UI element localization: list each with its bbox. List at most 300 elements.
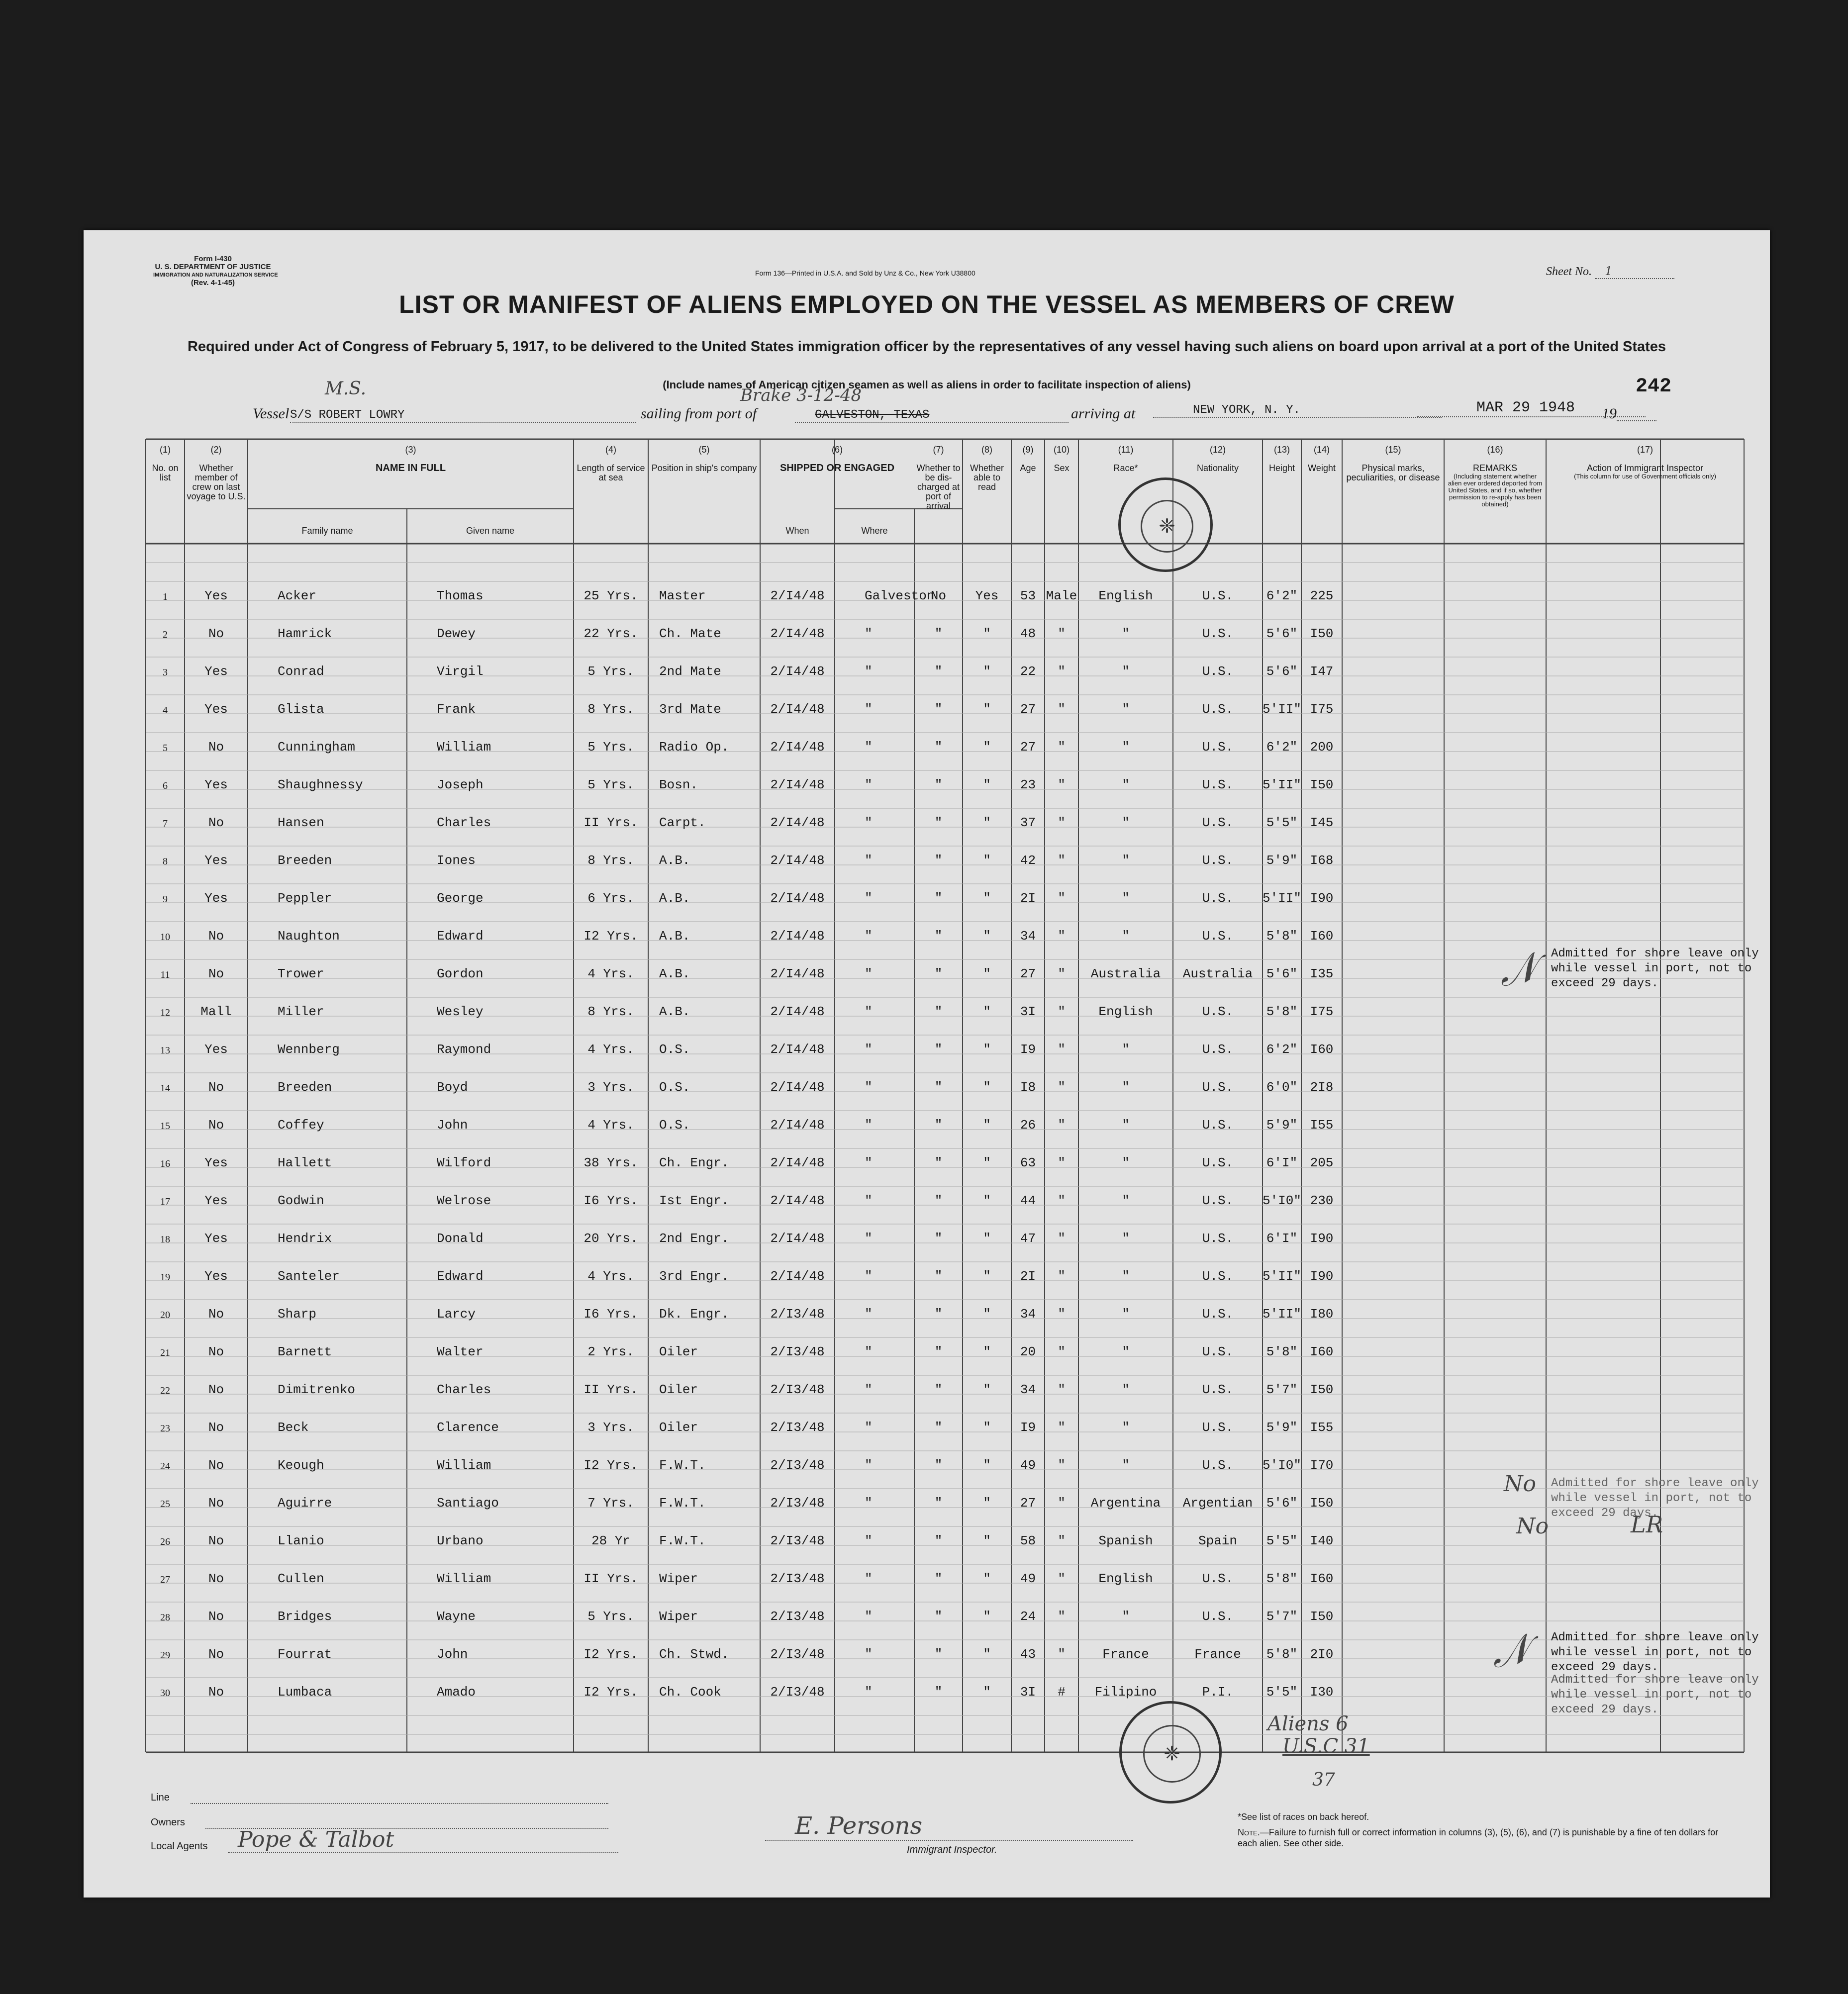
column-label: SHIPPED OR ENGAGED — [779, 463, 895, 474]
cell-prev: No — [208, 1307, 224, 1322]
cell-prev: No — [208, 740, 224, 755]
cell-age: 37 — [1020, 815, 1036, 830]
cell-position: A.B. — [659, 891, 690, 906]
cell-sex: # — [1058, 1685, 1066, 1700]
penalty-note — [1238, 1827, 1735, 1849]
sheet-number-label: Sheet No. — [1546, 265, 1592, 278]
cell-prev: Yes — [204, 1193, 228, 1208]
column-number: (17) — [1637, 445, 1653, 455]
cell-family: Trower — [278, 966, 324, 981]
cell-discharged: " — [934, 777, 943, 792]
cell-no: 27 — [160, 1574, 170, 1585]
cell-prev: Yes — [204, 1231, 228, 1246]
form-number: Form I-430 — [194, 255, 232, 263]
cell-race: Spanish — [1098, 1533, 1153, 1548]
cell-given: Joseph — [437, 777, 484, 792]
cell-family: Hansen — [278, 815, 324, 830]
cell-no: 12 — [160, 1007, 170, 1018]
cell-when: 2/I3/48 — [770, 1344, 825, 1359]
cell-discharged: " — [934, 966, 943, 981]
cell-height: 6'2" — [1266, 1042, 1298, 1057]
cell-sex: " — [1058, 777, 1066, 792]
cell-read: " — [983, 1533, 991, 1548]
cell-read: " — [983, 1307, 991, 1322]
cell-read: " — [983, 1344, 991, 1359]
cell-where: " — [865, 1533, 873, 1548]
cell-discharged: " — [934, 1080, 943, 1095]
eagle-seal-icon: ❈ — [1141, 500, 1194, 553]
cell-height: 5'8" — [1266, 929, 1298, 944]
subheader-given-name: Given name — [466, 526, 515, 536]
cell-height: 5'8" — [1266, 1647, 1298, 1662]
cell-height: 5'8" — [1266, 1571, 1298, 1586]
cell-prev: Yes — [204, 777, 228, 792]
cell-service: I2 Yrs. — [584, 1458, 638, 1473]
shore-leave-remark: Admitted for shore leave only while vessel in port, not to exceed 29 days. — [1551, 1673, 1759, 1716]
column-number: (11) — [1118, 445, 1134, 455]
cell-service: I6 Yrs. — [584, 1307, 638, 1322]
cell-position: Ch. Stwd. — [659, 1647, 729, 1662]
cell-no: 10 — [160, 932, 170, 943]
cell-weight: I68 — [1310, 853, 1334, 868]
cell-discharged: " — [934, 1307, 943, 1322]
cell-weight: I47 — [1310, 664, 1334, 679]
cell-height: 5'6" — [1266, 966, 1298, 981]
cell-service: I2 Yrs. — [584, 1647, 638, 1662]
inspector-initials: LR — [1631, 1511, 1663, 1538]
column-header-c17 — [1548, 445, 1742, 480]
cell-nationality: U.S. — [1202, 1571, 1234, 1586]
cell-nationality: U.S. — [1202, 815, 1234, 830]
cell-read: " — [983, 853, 991, 868]
cell-nationality: U.S. — [1202, 1420, 1234, 1435]
cell-height: 5'I0" — [1263, 1193, 1302, 1208]
cell-given: Virgil — [437, 664, 484, 679]
cell-nationality: Australia — [1182, 966, 1253, 981]
cell-discharged: " — [934, 1004, 943, 1019]
cell-service: II Yrs. — [584, 1382, 638, 1397]
cell-age: 27 — [1020, 966, 1036, 981]
cell-given: Thomas — [437, 588, 484, 603]
local-agents-signature: Pope & Talbot — [228, 1827, 618, 1853]
cell-nationality: U.S. — [1202, 626, 1234, 641]
cell-read: " — [983, 1155, 991, 1170]
column-label: Length of service at sea — [577, 463, 645, 482]
cell-position: A.B. — [659, 1004, 690, 1019]
column-number: (4) — [605, 445, 616, 455]
cell-discharged: " — [934, 1533, 943, 1548]
column-header-c1 — [148, 445, 183, 482]
cell-height: 5'II" — [1263, 777, 1302, 792]
cell-weight: I70 — [1310, 1458, 1334, 1473]
cell-read: " — [983, 929, 991, 944]
cell-weight: I60 — [1310, 1344, 1334, 1359]
cell-position: Oiler — [659, 1420, 698, 1435]
column-label: Whether member of crew on last voyage to U.S. — [187, 463, 246, 501]
cell-height: 5'I0" — [1263, 1458, 1302, 1473]
cell-read: " — [983, 1647, 991, 1662]
cell-nationality: U.S. — [1202, 1118, 1234, 1133]
cell-service: 28 Yr — [591, 1533, 630, 1548]
cell-discharged: " — [934, 1193, 943, 1208]
cell-race: " — [1122, 777, 1130, 792]
cell-family: Beck — [278, 1420, 309, 1435]
cell-read: " — [983, 1382, 991, 1397]
cell-nationality: Spain — [1198, 1533, 1237, 1548]
cell-race: " — [1122, 1231, 1130, 1246]
cell-position: Carpt. — [659, 815, 706, 830]
cell-weight: I75 — [1310, 702, 1334, 717]
cell-no: 18 — [160, 1234, 170, 1245]
cell-discharged: " — [934, 1496, 943, 1511]
cell-sex: " — [1058, 1496, 1066, 1511]
cell-family: Breeden — [278, 1080, 332, 1095]
cell-nationality: U.S. — [1202, 1193, 1234, 1208]
cell-no: 8 — [163, 856, 168, 867]
cell-family: Breeden — [278, 853, 332, 868]
vessel-label: Vessel — [253, 405, 290, 422]
cell-given: Walter — [437, 1344, 484, 1359]
cell-given: Wilford — [437, 1155, 491, 1170]
cell-when: 2/I3/48 — [770, 1533, 825, 1548]
cell-service: 4 Yrs. — [587, 966, 634, 981]
cell-weight: I45 — [1310, 815, 1334, 830]
cell-race: " — [1122, 1155, 1130, 1170]
cell-given: Welrose — [437, 1193, 491, 1208]
cell-prev: Yes — [204, 664, 228, 679]
cell-race: English — [1098, 1571, 1153, 1586]
cell-nationality: U.S. — [1202, 1004, 1234, 1019]
cell-discharged: " — [934, 1118, 943, 1133]
cell-family: Shaughnessy — [278, 777, 363, 792]
cell-given: Santiago — [437, 1496, 499, 1511]
cell-nationality: U.S. — [1202, 1042, 1234, 1057]
cell-age: I8 — [1020, 1080, 1036, 1095]
cell-weight: I60 — [1310, 1571, 1334, 1586]
cell-given: Charles — [437, 815, 491, 830]
cell-race: " — [1122, 853, 1130, 868]
cell-where: " — [865, 664, 873, 679]
cell-when: 2/I4/48 — [770, 626, 825, 641]
cell-no: 20 — [160, 1310, 170, 1321]
column-sublabel: (This column for use of Government officials only) — [1574, 473, 1716, 480]
cell-sex: " — [1058, 929, 1066, 944]
cell-prev: No — [208, 1344, 224, 1359]
cell-given: Donald — [437, 1231, 484, 1246]
cell-nationality: U.S. — [1202, 1307, 1234, 1322]
cell-height: 5'II" — [1263, 702, 1302, 717]
cell-where: " — [865, 1647, 873, 1662]
cell-read: " — [983, 1269, 991, 1284]
cell-race: " — [1122, 702, 1130, 717]
column-header-c7 — [916, 445, 961, 511]
column-label: Nationality — [1196, 463, 1239, 473]
cell-discharged: " — [934, 1685, 943, 1700]
cell-age: 34 — [1020, 1382, 1036, 1397]
cell-when: 2/I4/48 — [770, 777, 825, 792]
cell-where: " — [865, 1382, 873, 1397]
cell-given: Amado — [437, 1685, 476, 1700]
column-label: Position in ship's company — [651, 463, 757, 473]
cell-discharged: " — [934, 1571, 943, 1586]
cell-where: " — [865, 1571, 873, 1586]
cell-sex: " — [1058, 1458, 1066, 1473]
cell-read: " — [983, 1042, 991, 1057]
cell-sex: " — [1058, 891, 1066, 906]
cell-age: 49 — [1020, 1458, 1036, 1473]
cell-where: " — [865, 1609, 873, 1624]
cell-age: 58 — [1020, 1533, 1036, 1548]
column-header-c10 — [1047, 445, 1076, 473]
cell-no: 26 — [160, 1536, 170, 1547]
cell-when: 2/I4/48 — [770, 929, 825, 944]
cell-sex: " — [1058, 1231, 1066, 1246]
cell-prev: No — [208, 626, 224, 641]
cell-height: 5'8" — [1266, 1004, 1298, 1019]
cell-where: " — [865, 1118, 873, 1133]
cell-age: 49 — [1020, 1571, 1036, 1586]
cell-when: 2/I4/48 — [770, 664, 825, 679]
cell-height: 5'6" — [1266, 664, 1298, 679]
cell-nationality: P.I. — [1202, 1685, 1234, 1700]
cell-age: 53 — [1020, 588, 1036, 603]
cell-discharged: " — [934, 1609, 943, 1624]
sheet-number-value: 1 — [1595, 264, 1674, 279]
shore-leave-remark: Admitted for shore leave only while vessel in port, not to exceed 29 days. — [1551, 1477, 1759, 1520]
column-label: Whether able to read — [970, 463, 1004, 492]
cell-prev: No — [208, 1382, 224, 1397]
cell-height: 6'I" — [1266, 1155, 1298, 1170]
cell-discharged: " — [934, 929, 943, 944]
cell-prev: No — [208, 1571, 224, 1586]
cell-when: 2/I4/48 — [770, 740, 825, 755]
page-title: LIST OR MANIFEST OF ALIENS EMPLOYED ON THE VESSEL AS MEMBERS OF CREW — [399, 290, 1455, 318]
cell-family: Barnett — [278, 1344, 332, 1359]
owners-label: Owners — [151, 1817, 185, 1828]
cell-sex: " — [1058, 1080, 1066, 1095]
cell-service: 22 Yrs. — [584, 626, 638, 641]
cell-sex: " — [1058, 966, 1066, 981]
subheader-family-name: Family name — [301, 526, 353, 536]
cell-nationality: U.S. — [1202, 929, 1234, 944]
cell-discharged: " — [934, 1269, 943, 1284]
cell-given: John — [437, 1647, 468, 1662]
cell-service: 4 Yrs. — [587, 1118, 634, 1133]
cell-weight: I50 — [1310, 1496, 1334, 1511]
cell-height: 6'2" — [1266, 588, 1298, 603]
column-header-c3 — [250, 445, 572, 473]
cell-read: " — [983, 1118, 991, 1133]
cell-family: Coffey — [278, 1118, 324, 1133]
cell-where: " — [865, 1496, 873, 1511]
cell-position: Oiler — [659, 1382, 698, 1397]
cell-no: 14 — [160, 1083, 170, 1094]
cell-where: " — [865, 1420, 873, 1435]
form-revision: (Rev. 4-1-45) — [191, 279, 235, 287]
cell-service: I6 Yrs. — [584, 1193, 638, 1208]
cell-race: Australia — [1090, 966, 1161, 981]
cell-prev: Yes — [204, 1042, 228, 1057]
cell-no: 4 — [163, 705, 168, 716]
cell-family: Bridges — [278, 1609, 332, 1624]
cell-discharged: " — [934, 1647, 943, 1662]
column-number: (13) — [1273, 445, 1290, 455]
cell-age: 34 — [1020, 1307, 1036, 1322]
cell-weight: I50 — [1310, 1382, 1334, 1397]
column-header-c5 — [650, 445, 758, 473]
cell-where: " — [865, 626, 873, 641]
cell-given: Urbano — [437, 1533, 484, 1548]
cell-age: I9 — [1020, 1420, 1036, 1435]
cell-position: Bosn. — [659, 777, 698, 792]
cell-height: 5'5" — [1266, 1685, 1298, 1700]
cell-height: 5'9" — [1266, 1420, 1298, 1435]
cell-nationality: U.S. — [1202, 1269, 1234, 1284]
column-header-c8 — [965, 445, 1009, 492]
cell-nationality: U.S. — [1202, 1155, 1234, 1170]
cell-sex: " — [1058, 1193, 1066, 1208]
cell-read: " — [983, 1458, 991, 1473]
cell-no: 30 — [160, 1688, 170, 1699]
cell-where: " — [865, 1344, 873, 1359]
cell-age: 27 — [1020, 702, 1036, 717]
remark-no-mark: No — [1516, 1514, 1549, 1539]
cell-read: " — [983, 891, 991, 906]
cell-sex: " — [1058, 1647, 1066, 1662]
cell-when: 2/I3/48 — [770, 1382, 825, 1397]
column-header-c11 — [1080, 445, 1171, 473]
arrival-date: MAR 29 1948 — [1417, 399, 1646, 417]
column-header-c2 — [187, 445, 246, 501]
cell-discharged: " — [934, 1231, 943, 1246]
service-name: IMMIGRATION AND NATURALIZATION SERVICE — [153, 272, 278, 278]
cell-given: Gordon — [437, 966, 484, 981]
cell-no: 13 — [160, 1045, 170, 1056]
cell-weight: 2I8 — [1310, 1080, 1334, 1095]
cell-family: Miller — [278, 1004, 324, 1019]
sailing-port: GALVESTON, TEXAS — [795, 408, 1069, 423]
cell-where: " — [865, 1269, 873, 1284]
cell-position: F.W.T. — [659, 1458, 706, 1473]
arriving-label: arriving at — [1071, 405, 1136, 422]
cell-read: Yes — [975, 588, 999, 603]
cell-height: 5'9" — [1266, 1118, 1298, 1133]
cell-prev: Mall — [200, 1004, 232, 1019]
cell-position: F.W.T. — [659, 1496, 706, 1511]
cell-weight: 205 — [1310, 1155, 1334, 1170]
manifest-sheet — [84, 230, 1770, 1898]
cell-service: 20 Yrs. — [584, 1231, 638, 1246]
cell-family: Acker — [278, 588, 317, 603]
column-label: REMARKS — [1472, 463, 1517, 473]
cell-nationality: U.S. — [1202, 1458, 1234, 1473]
cell-given: William — [437, 740, 491, 755]
cell-family: Sharp — [278, 1307, 317, 1322]
cell-where: " — [865, 1307, 873, 1322]
cell-nationality: U.S. — [1202, 777, 1234, 792]
cell-nationality: U.S. — [1202, 853, 1234, 868]
cell-position: O.S. — [659, 1042, 690, 1057]
cell-given: Wesley — [437, 1004, 484, 1019]
cell-position: Ist Engr. — [659, 1193, 729, 1208]
cell-discharged: " — [934, 626, 943, 641]
cell-position: Wiper — [659, 1571, 698, 1586]
cell-read: " — [983, 1420, 991, 1435]
cell-family: Naughton — [278, 929, 340, 944]
cell-no: 25 — [160, 1499, 170, 1510]
cell-service: 4 Yrs. — [587, 1042, 634, 1057]
cell-prev: Yes — [204, 1269, 228, 1284]
cell-weight: I90 — [1310, 1269, 1334, 1284]
cell-family: Wennberg — [278, 1042, 340, 1057]
column-label: NAME IN FULL — [375, 463, 446, 474]
column-header-c12 — [1175, 445, 1261, 473]
cell-given: William — [437, 1458, 491, 1473]
cell-weight: I50 — [1310, 777, 1334, 792]
cell-when: 2/I4/48 — [770, 1004, 825, 1019]
cell-when: 2/I3/48 — [770, 1571, 825, 1586]
cell-discharged: " — [934, 1344, 943, 1359]
column-label: Race* — [1113, 463, 1138, 473]
cell-discharged: " — [934, 1042, 943, 1057]
cell-sex: " — [1058, 1307, 1066, 1322]
column-label: Physical marks, peculiarities, or disease — [1346, 463, 1440, 482]
cell-when: 2/I4/48 — [770, 1155, 825, 1170]
cell-position: Radio Op. — [659, 740, 729, 755]
cell-height: 5'9" — [1266, 853, 1298, 868]
inspector-label: Immigrant Inspector. — [907, 1844, 997, 1855]
cell-position: A.B. — [659, 853, 690, 868]
department-name: U. S. DEPARTMENT OF JUSTICE — [155, 263, 271, 271]
cell-sex: " — [1058, 1420, 1066, 1435]
cell-prev: Yes — [204, 891, 228, 906]
column-header-c4 — [576, 445, 646, 482]
cell-race: " — [1122, 740, 1130, 755]
cell-no: 22 — [160, 1385, 170, 1396]
sailing-annotation: Brake 3-12-48 — [740, 385, 862, 405]
cell-no: 11 — [160, 969, 170, 980]
cell-race: " — [1122, 815, 1130, 830]
cell-family: Lumbaca — [278, 1685, 332, 1700]
cell-prev: No — [208, 1647, 224, 1662]
cell-no: 9 — [163, 894, 168, 905]
cell-age: 3I — [1020, 1685, 1036, 1700]
year-label: 19 — [1602, 405, 1617, 422]
cell-sex: " — [1058, 815, 1066, 830]
cell-age: 2I — [1020, 1269, 1036, 1284]
cell-where: " — [865, 1155, 873, 1170]
cell-height: 5'II" — [1263, 891, 1302, 906]
column-number: (5) — [698, 445, 710, 455]
cell-when: 2/I4/48 — [770, 588, 825, 603]
cell-service: 7 Yrs. — [587, 1496, 634, 1511]
column-number: (14) — [1313, 445, 1330, 455]
cell-service: 3 Yrs. — [587, 1080, 634, 1095]
cell-age: 27 — [1020, 1496, 1036, 1511]
column-label: Sex — [1054, 463, 1070, 473]
cell-height: 5'6" — [1266, 1496, 1298, 1511]
cell-weight: I60 — [1310, 1042, 1334, 1057]
cell-discharged: " — [934, 1458, 943, 1473]
cell-where: " — [865, 1080, 873, 1095]
cell-weight: I35 — [1310, 966, 1334, 981]
cell-sex: " — [1058, 626, 1066, 641]
cell-no: 16 — [160, 1158, 170, 1169]
cell-no: 1 — [163, 591, 168, 602]
cell-given: Iones — [437, 853, 476, 868]
cell-when: 2/I4/48 — [770, 1042, 825, 1057]
cell-given: Raymond — [437, 1042, 491, 1057]
